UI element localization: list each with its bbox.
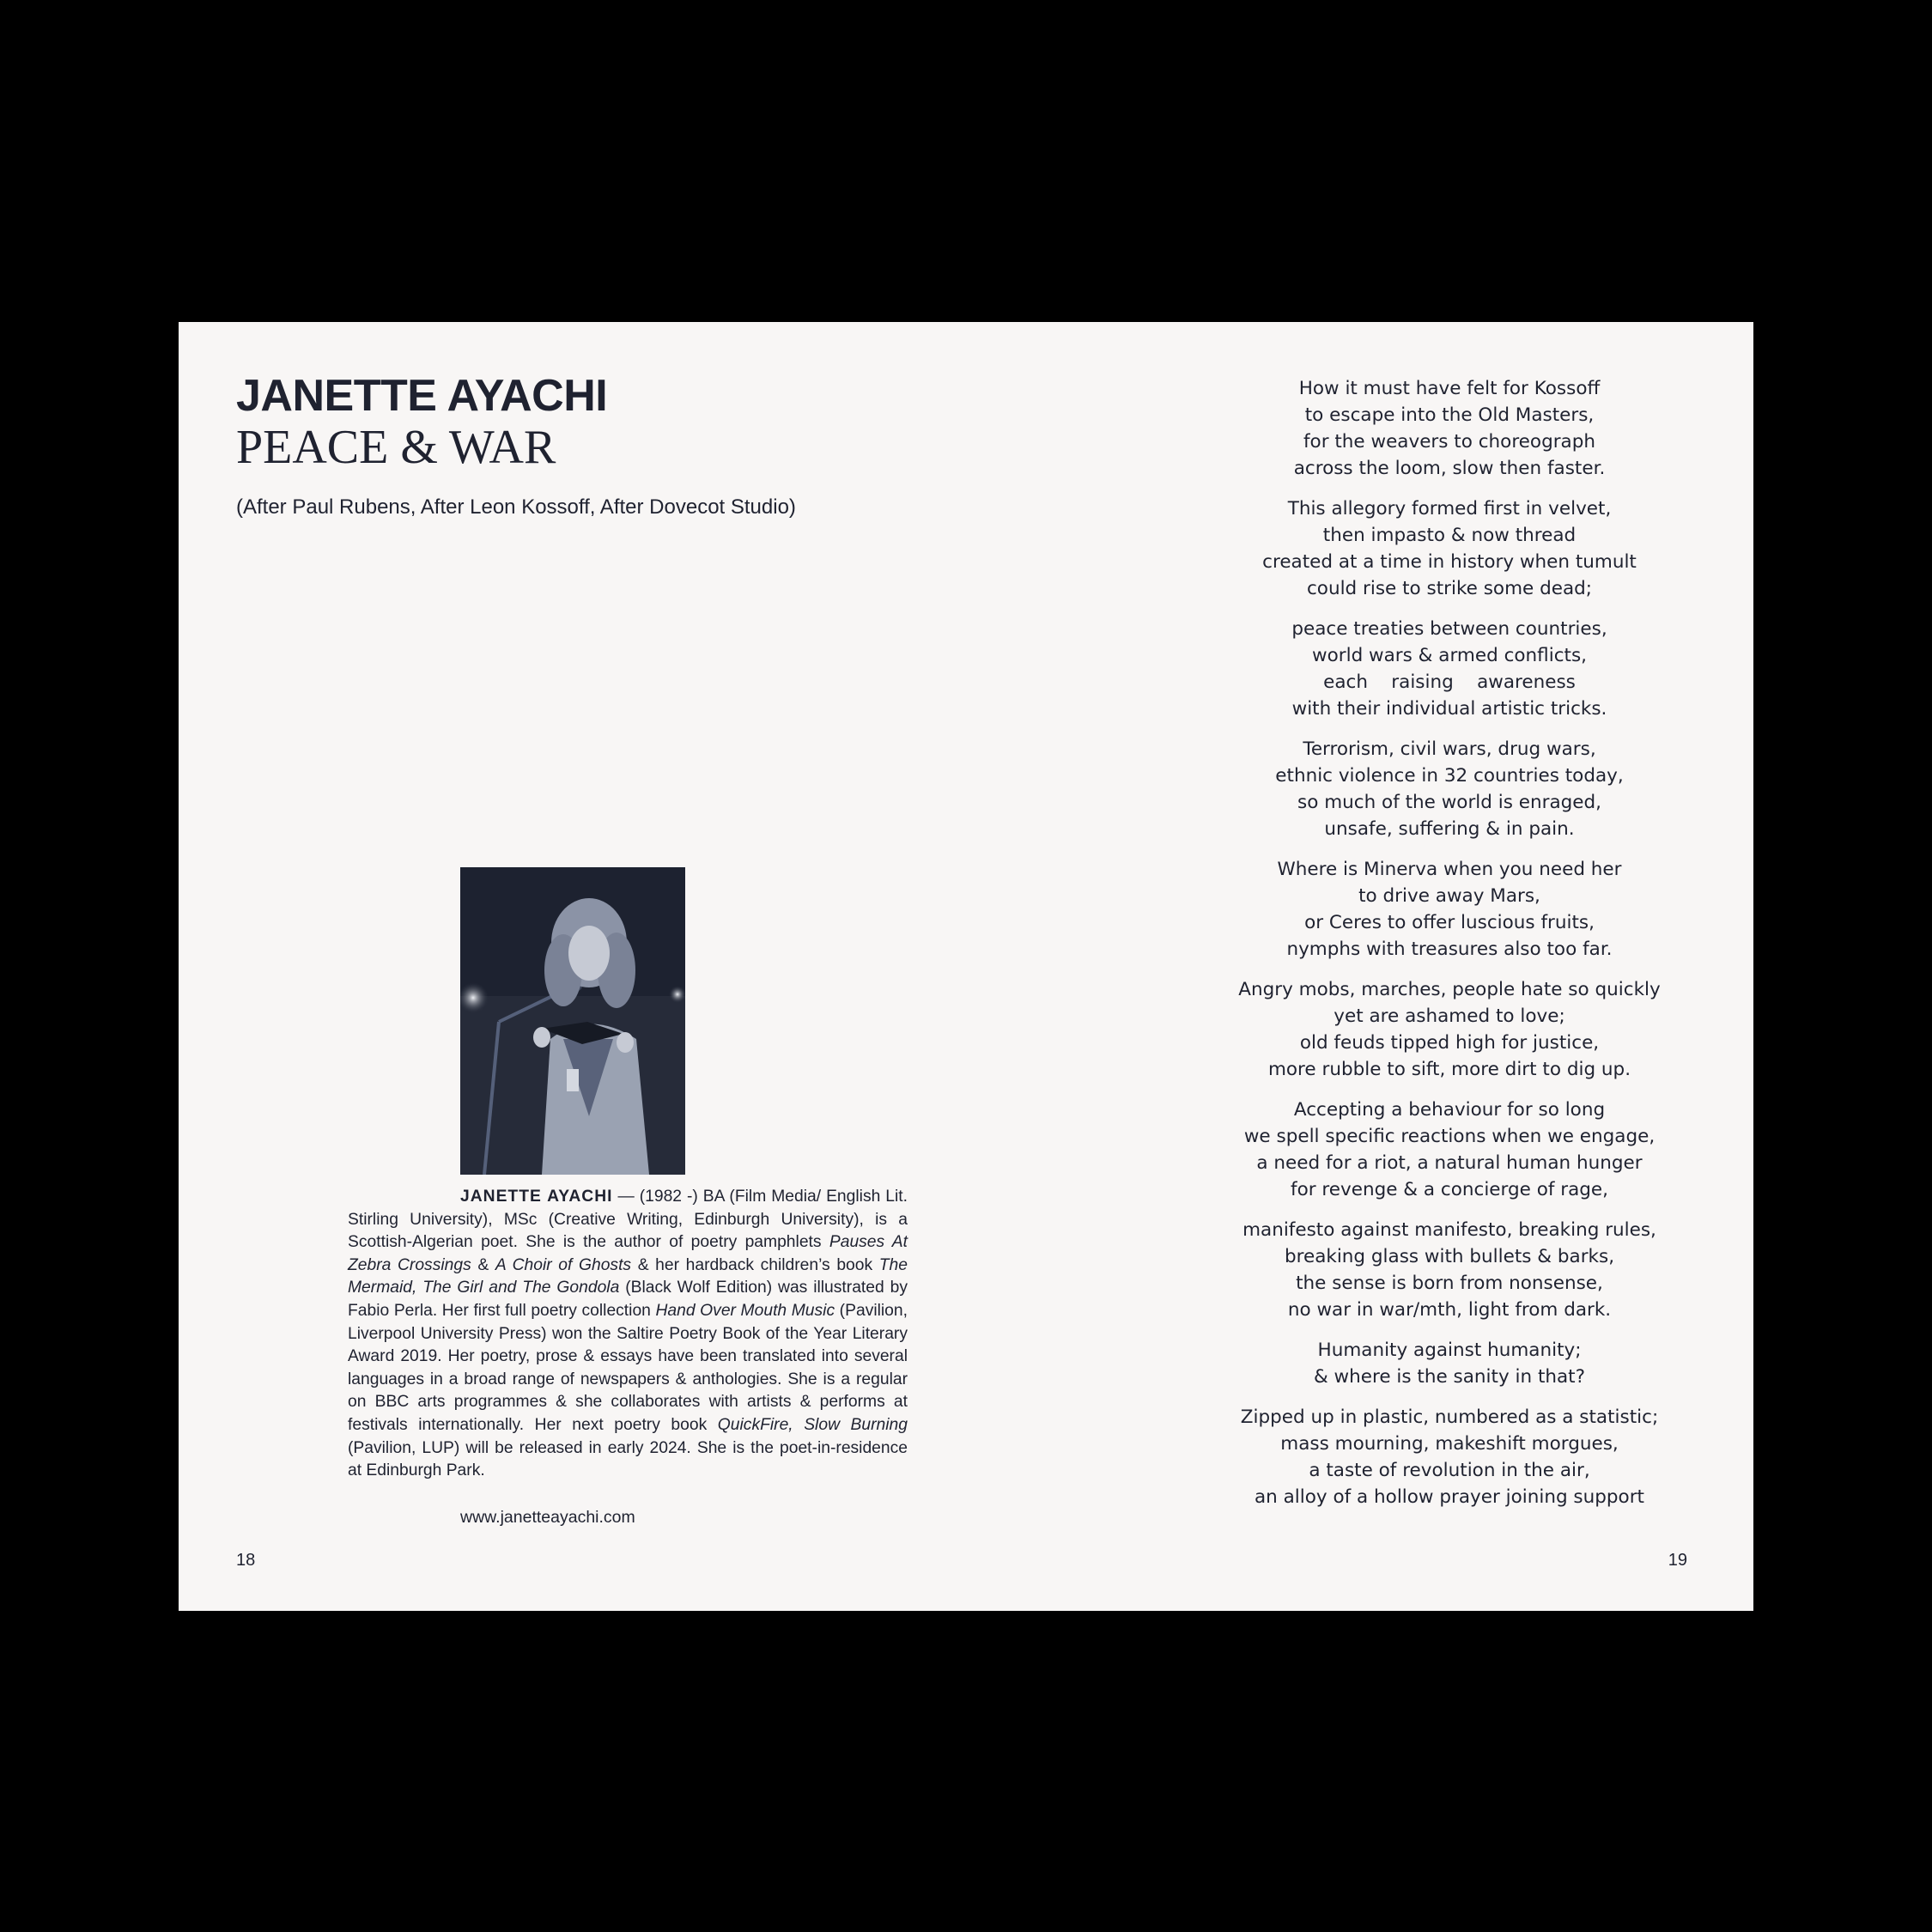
poem-stanza xyxy=(1140,1097,1759,1203)
poem-line: Angry mobs, marches, people hate so quickly xyxy=(1238,979,1661,1000)
poem-line: more rubble to sift, more dirt to dig up. xyxy=(1267,1059,1631,1080)
poem-line: to drive away Mars, xyxy=(1358,885,1540,907)
poem-line: This allegory formed first in velvet, xyxy=(1287,498,1612,519)
poem-stanza xyxy=(1140,736,1759,842)
poem-line: ethnic violence in 32 countries today, xyxy=(1275,765,1624,787)
page-number-right: 19 xyxy=(1668,1551,1687,1570)
poem-line: world wars & armed conflicts, xyxy=(1312,645,1587,666)
bio-author-name: JANETTE AYACHI xyxy=(460,1188,613,1206)
poem-stanza xyxy=(1140,375,1759,482)
poem-line: unsafe, suffering & in pain. xyxy=(1324,818,1575,840)
poem-line: manifesto against manifesto, breaking rules, xyxy=(1242,1219,1656,1241)
poem-line: peace treaties between countries, xyxy=(1291,618,1607,640)
poem-line: yet are ashamed to love; xyxy=(1334,1005,1565,1027)
poem-line: could rise to strike some dead; xyxy=(1306,578,1593,599)
poem-stanza xyxy=(1140,1337,1759,1390)
poem-line: an alloy of a hollow prayer joining support xyxy=(1255,1486,1644,1508)
poem-line: Accepting a behaviour for so long xyxy=(1293,1099,1606,1121)
poem-line: Terrorism, civil wars, drug wars, xyxy=(1303,738,1596,760)
poem-line: Where is Minerva when you need her xyxy=(1277,859,1622,880)
poem-line: to escape into the Old Masters, xyxy=(1304,404,1595,426)
book-spread xyxy=(179,322,1753,1611)
poem-subtitle: (After Paul Rubens, After Leon Kossoff, After Dovecot Studio) xyxy=(236,495,796,519)
poem-stanza xyxy=(1140,856,1759,963)
poem-line: no war in war/mth, light from dark. xyxy=(1287,1299,1612,1321)
poem-title: PEACE & WAR xyxy=(236,421,556,474)
poem-line: a need for a riot, a natural human hunger xyxy=(1256,1152,1643,1174)
poem-line: mass mourning, makeshift morgues, xyxy=(1280,1433,1619,1455)
author-website: www.janetteayachi.com xyxy=(460,1508,635,1527)
poem-line: & where is the sanity in that? xyxy=(1313,1366,1586,1388)
poem-stanza xyxy=(1140,1404,1759,1510)
poem-line: Humanity against humanity; xyxy=(1317,1340,1582,1361)
poem-body xyxy=(1140,375,1759,1524)
author-name: JANETTE AYACHI xyxy=(236,371,608,421)
poem-line: or Ceres to offer luscious fruits, xyxy=(1304,912,1595,933)
poem-line: with their individual artistic tricks. xyxy=(1291,698,1607,720)
poem-line: a taste of revolution in the air, xyxy=(1309,1460,1590,1481)
poem-line: for revenge & a concierge of rage, xyxy=(1291,1179,1608,1200)
poem-line: Zipped up in plastic, numbered as a statistic; xyxy=(1240,1406,1659,1428)
poem-line: so much of the world is enraged, xyxy=(1297,792,1601,813)
poem-line: breaking glass with bullets & barks, xyxy=(1284,1246,1615,1267)
poem-line: for the weavers to choreograph xyxy=(1303,431,1596,453)
poem-stanza xyxy=(1140,1217,1759,1323)
poem-stanza xyxy=(1140,976,1759,1083)
poem-stanza xyxy=(1140,495,1759,602)
poem-line: How it must have felt for Kossoff xyxy=(1298,378,1601,399)
poem-line: each raising awareness xyxy=(1323,671,1576,693)
page-number-left: 18 xyxy=(236,1551,256,1570)
poem-line: nymphs with treasures also too far. xyxy=(1286,939,1613,960)
author-bio: JANETTE AYACHI — (1982 -) BA (Film Media/ English Lit. Stirling University), MSc (Creative Writing, Edinburgh University), is a Scottish-Algerian poet. She is the author of poetry pamphlets Pauses At Zebra Crossings & A Choir of Ghosts & her hardback children’s book The Mermaid, The Girl and The Gondola (Black Wolf Edition) was illustrated by Fabio Perla. Her first full poetry collection Hand Over Mouth Music (Pavilion, Liverpool University Press) won the Saltire Poetry Book of the Year Literary Award 2019. Her poetry, prose & essays have been translated into several languages in a broad range of newspapers & anthologies. She is a regular on BBC arts programmes & she collaborates with artists & performs at festivals internationally. Her next poetry book QuickFire, Slow Burning (Pavilion, LUP) will be released in early 2024. She is the poet-in-residence at Edinburgh Park. xyxy=(348,1188,908,1480)
author-photo xyxy=(460,867,685,1175)
poem-line: then impasto & now thread xyxy=(1322,525,1577,546)
poem-stanza xyxy=(1140,616,1759,722)
poem-line: old feuds tipped high for justice, xyxy=(1299,1032,1600,1054)
poem-line: we spell specific reactions when we engage, xyxy=(1243,1126,1656,1147)
poem-line: across the loom, slow then faster. xyxy=(1293,458,1606,479)
poem-line: the sense is born from nonsense, xyxy=(1296,1273,1603,1294)
poem-line: created at a time in history when tumult xyxy=(1262,551,1637,573)
